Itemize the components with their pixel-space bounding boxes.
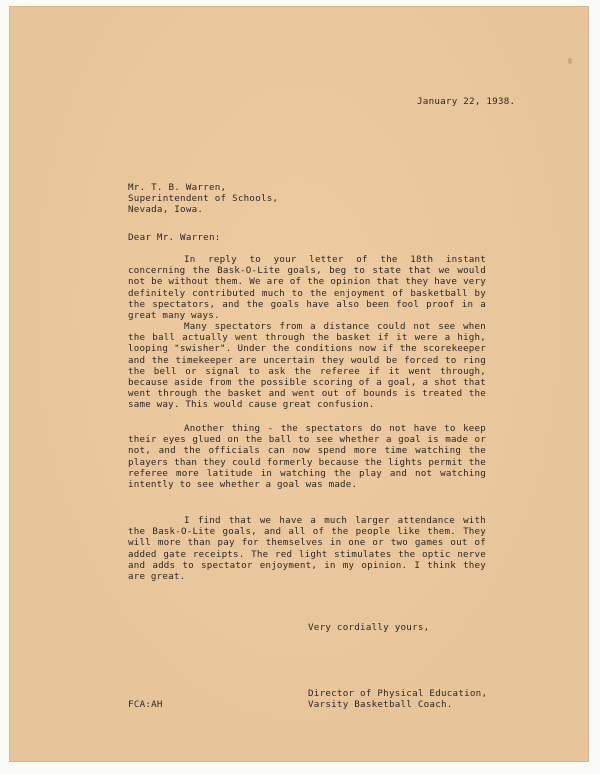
paragraph-1-text: In reply to your letter of the 18th instant concerning the Bask-O-Lite goals, beg to state that we would not be without them. We are of the opinion that they have very definitely contributed much to the enjoyment of basketball by the spectators, and the goals have also been fool proof in a great many ways. <box>128 254 486 322</box>
recipient-title: Superintendent of Schools, <box>128 193 279 204</box>
recipient-name: Mr. T. B. Warren, <box>128 182 227 193</box>
paragraph-3-text: Another thing - the spectators do not have to keep their eyes glued on the ball to see whether a goal is made or not, and the officials can now spend more time watching the players than they could formerly because the lights permit the referee more latitude in watching the play and not watching intently to see whether a goal was made. <box>128 423 486 491</box>
salutation: Dear Mr. Warren: <box>128 232 221 243</box>
paragraph-3 <box>128 423 486 490</box>
paragraph-4-text: I find that we have a much larger attendance with the Bask-O-Lite goals, and all of the people like them. They will more than pay for themselves in one or two games out of added gate receipts. The red light stimulates the optic nerve and adds to spectator enjoyment, in my opinion. I think they are great. <box>128 515 486 583</box>
recipient-location: Nevada, Iowa. <box>128 204 204 215</box>
signature-title-1: Director of Physical Education, <box>308 688 488 699</box>
paragraph-2-text: Many spectators from a distance could not see when the ball actually went through the basket if it were a high, looping "swisher". Under the conditions now if the scorekeeper and the timekeeper are uncertain they would be forced to ring the bell or signal to ask the referee if it went through, because aside from the possible scoring of a goal, a shot that went through the basket and went out of bounds is treated the same way. This would cause great confusion. <box>128 321 486 411</box>
paragraph-4 <box>128 515 486 582</box>
paragraph-1 <box>128 254 486 321</box>
letter-date: January 22, 1938. <box>417 96 516 107</box>
signature-title-2: Varsity Basketball Coach. <box>308 699 453 710</box>
typist-initials: FCA:AH <box>128 699 163 710</box>
paragraph-2 <box>128 321 486 411</box>
binder-hole-mark <box>568 58 572 64</box>
closing: Very cordially yours, <box>308 622 430 633</box>
